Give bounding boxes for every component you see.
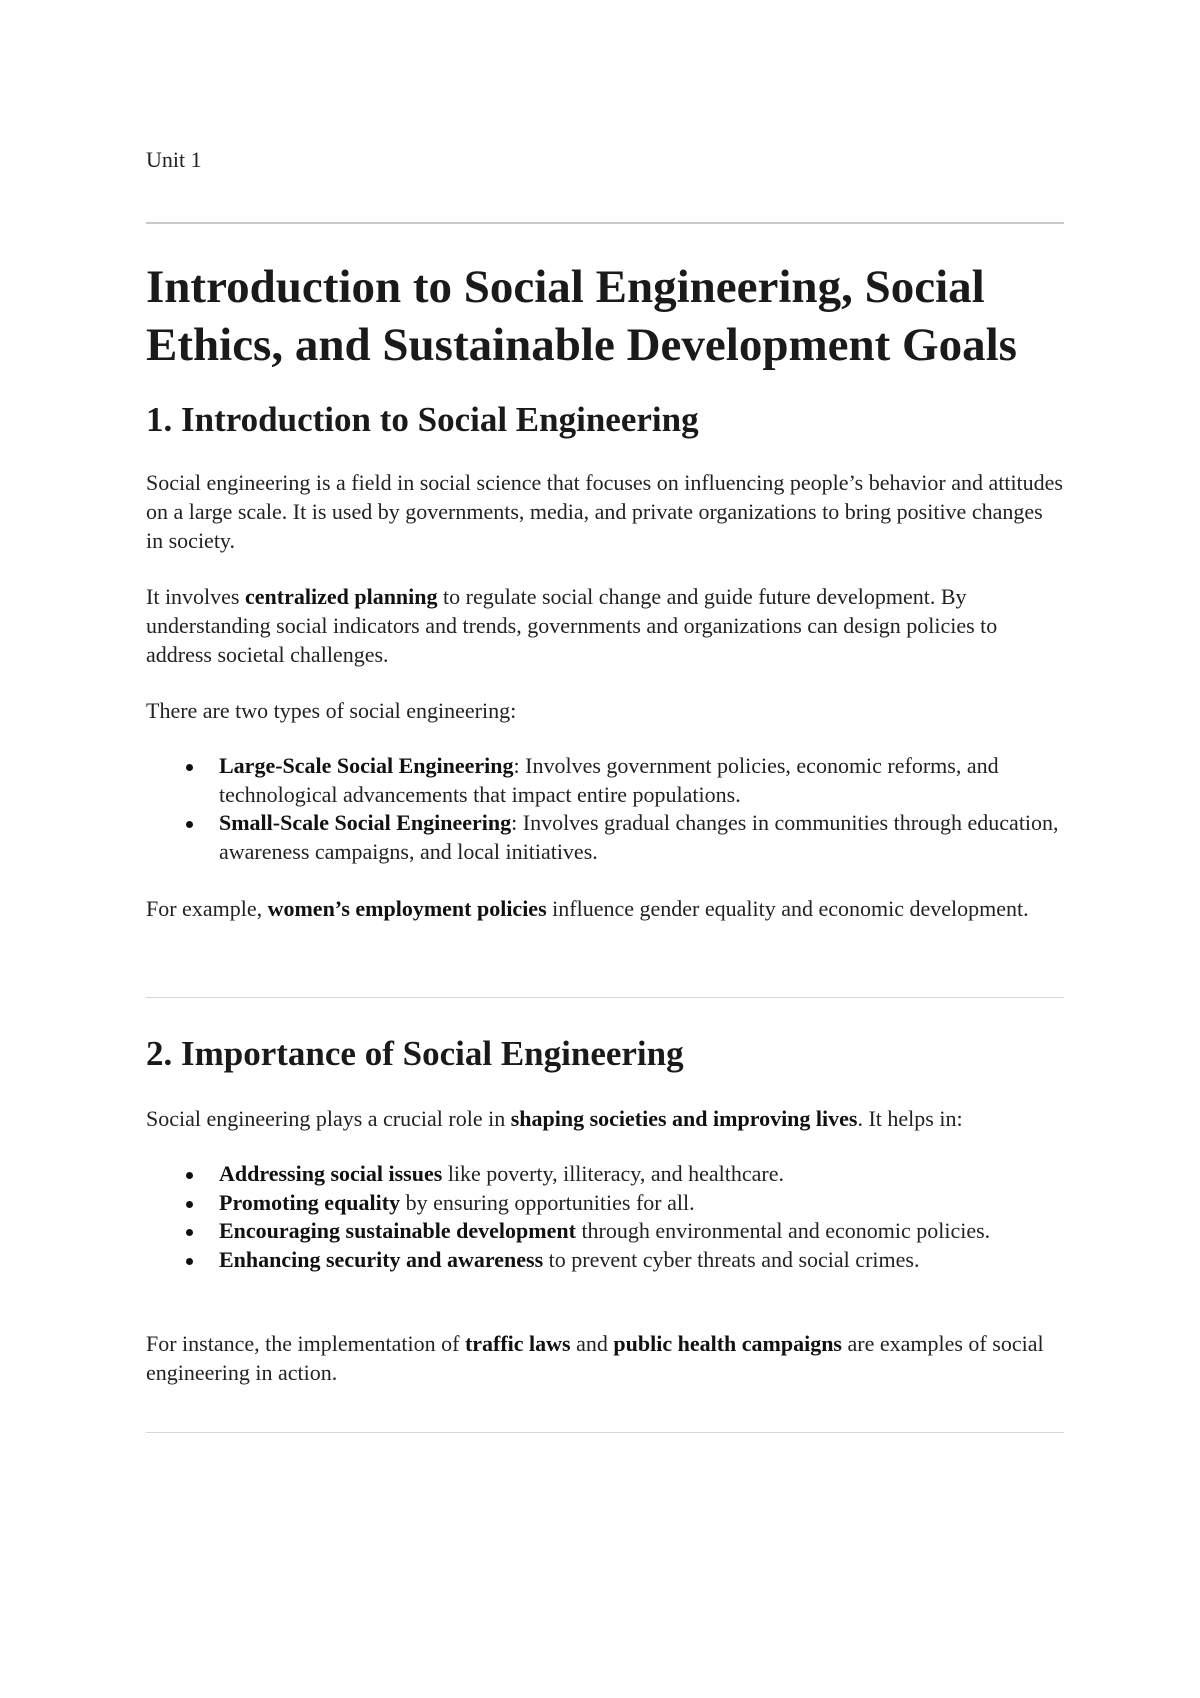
list-item: [146, 1246, 1064, 1275]
list-item-bold: Small-Scale Social Engineering: [219, 810, 512, 835]
section-2-p2-bold-2: public health campaigns: [613, 1331, 842, 1356]
section-1-paragraph-2: [146, 582, 1064, 669]
section-1-paragraph-4: [146, 894, 1064, 923]
section-1-heading: 1. Introduction to Social Engineering: [146, 400, 699, 439]
section-1-p2-bold: centralized planning: [245, 584, 438, 609]
list-item-text: through environmental and economic policies.: [575, 1218, 991, 1243]
list-item: [146, 1189, 1064, 1218]
list-item: [146, 1160, 1064, 1189]
list-item-text: by ensuring opportunities for all.: [400, 1189, 695, 1215]
section-2-p2-lead: For instance, the implementation of: [146, 1331, 465, 1356]
section-2-paragraph-1: [146, 1104, 1064, 1133]
section-2-p1-lead: Social engineering plays a crucial role in: [146, 1106, 511, 1131]
section-2-p1-bold: shaping societies and improving lives: [510, 1106, 858, 1131]
section-divider: [146, 1432, 1064, 1433]
section-2-p2-mid: and: [570, 1331, 614, 1356]
list-item: [146, 809, 1064, 866]
list-item-text: to prevent cyber threats and social crimes.: [543, 1246, 920, 1272]
list-item-text: : Involves gradual changes in communities through education, awareness campaigns, and local initiatives.: [219, 810, 1059, 864]
section-2-p2-bold-1: traffic laws: [464, 1331, 571, 1356]
section-1-paragraph-1: Social engineering is a field in social science that focuses on influencing people’s behavior and attitudes on a large scale. It is used by governments, media, and private organizations to bring positive changes in society.: [146, 470, 1063, 553]
section-2-p1-rest: . It helps in:: [857, 1106, 963, 1131]
section-1-p2-rest: to regulate social change and guide future development. By understanding social indicators and trends, governments and organizations can design policies to address societal challenges.: [146, 584, 998, 667]
list-item-bold: Enhancing security and awareness: [219, 1246, 544, 1272]
document-title: Introduction to Social Engineering, Social Ethics, and Sustainable Development Goals: [146, 261, 1017, 371]
section-1-p4-bold: women’s employment policies: [267, 896, 547, 921]
list-item-bold: Encouraging sustainable development: [219, 1218, 576, 1243]
bullet-icon: [186, 1172, 193, 1179]
bullet-icon: [186, 1201, 193, 1208]
list-item-bold: Addressing social issues: [219, 1161, 443, 1186]
list-item: [146, 752, 1064, 809]
section-1-p4-lead: For example,: [146, 896, 268, 921]
section-1-bullet-list: [146, 752, 1064, 866]
section-2-p2-rest: are examples of social engineering in action.: [146, 1331, 1044, 1385]
list-item-bold: Promoting equality: [219, 1189, 401, 1215]
title-divider: [146, 222, 1064, 224]
list-item-text: : Involves government policies, economic reforms, and technological advancements that impact entire populations.: [219, 753, 999, 807]
section-1-paragraph-3: There are two types of social engineering:: [146, 698, 517, 723]
bullet-icon: [186, 1258, 193, 1265]
list-item: [146, 1217, 1064, 1246]
section-2-bullet-list: [146, 1160, 1064, 1274]
list-item-text: like poverty, illiteracy, and healthcare.: [442, 1161, 784, 1186]
list-item-bold: Large-Scale Social Engineering: [219, 753, 514, 778]
section-2-heading: 2. Importance of Social Engineering: [146, 1034, 684, 1073]
section-1-p4-rest: influence gender equality and economic development.: [546, 896, 1029, 921]
bullet-icon: [186, 1229, 193, 1236]
unit-label: Unit 1: [146, 147, 202, 172]
bullet-icon: [186, 821, 193, 828]
section-2-paragraph-2: [146, 1329, 1064, 1387]
section-1-p2-lead: It involves: [146, 584, 245, 609]
bullet-icon: [186, 764, 193, 771]
section-divider: [146, 997, 1064, 998]
